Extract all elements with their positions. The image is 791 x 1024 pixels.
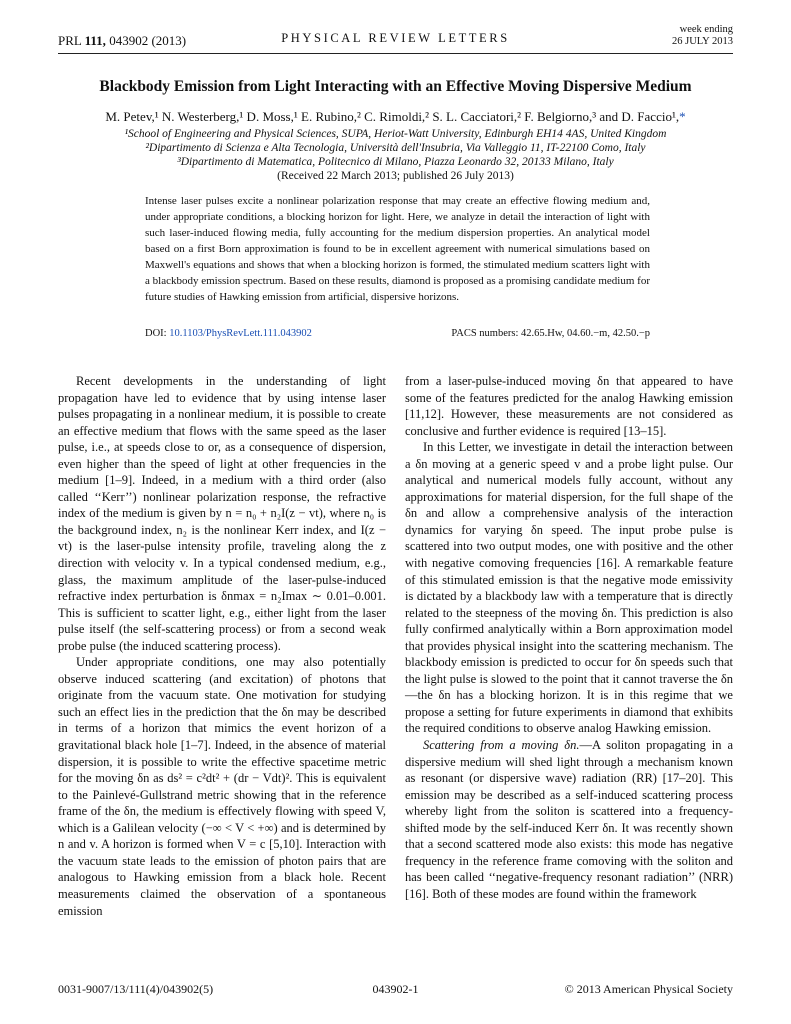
body-paragraph: Under appropriate conditions, one may also potentially observe induced scattering (and excitation) of photons that originate from the vacuum state. One motivation for studying such an effect lies in the prediction that the δn may be described in terms of a horizon that mimics the event horizon of a gravitational black hole [1–7]. Indeed, in the absence of material dispersion, it is possible to write the effective spacetime metric for the moving δn as ds² = c²dt² + (dr − Vdt)². This is equivalent to the Painlevé-Gullstrand metric showing that in the reference frame of the δn, the medium is effectively flowing with speed V, which is a Galilean velocity (−∞ < V < +∞) and is determined by n and v. A horizon is formed when V = c [5,10]. Interaction with the vacuum state leads to the emission of photon pairs that are analogous to Hawking emission from a black hole. Recent measurements claimed the observation of a spontaneous emission: [58, 655, 386, 918]
doi-link[interactable]: 10.1103/PhysRevLett.111.043902: [169, 328, 312, 339]
body-paragraph: Scattering from a moving δn.—A soliton propagating in a dispersive medium will shed light through a mechanism known as resonant (or dispersive wave) radiation (RR) [17–20]. This emission may be described as a self-induced scattering process whereby light from the soliton is scattered into a frequency-shifted mode by the self-induced Kerr δn. It was recently shown that a second scattered mode also exists: this mode has negative frequency in the reference frame comoving with the soliton and has been called ‘‘negative-frequency resonant radiation’’ (NRR) [16]. Both of these modes are found within the framework: [405, 738, 733, 901]
volume-number: 111,: [84, 33, 106, 48]
journal-name: PHYSICAL REVIEW LETTERS: [281, 31, 510, 45]
affiliations: [40, 127, 751, 183]
abstract: Intense laser pulses excite a nonlinear polarization response that may create an effective flowing medium and, under appropriate conditions, a blocking horizon for light. Here, we analyze in detail the interaction of light with such laser-induced flowing media, fully accounting for the medium dispersion properties. An analytical model based on a first Born approximation is found to be in excellent agreement with numerical simulations based on Maxwell's equations and shows that when a blocking horizon is formed, the stimulated medium scatters light with a blackbody emission spectrum. Based on these results, diamond is proposed as a promising candidate medium for future studies of Hawking emission from artificial, dispersive horizons.: [145, 195, 650, 303]
journal-citation: PRL 111, 043902 (2013): [58, 33, 187, 48]
article-code: 0031-9007/13/111(4)/043902(5): [58, 982, 214, 996]
affiliation-3: ³Dipartimento di Matematica, Politecnico di Milano, Piazza Leonardo 32, 20133 Milano, Italy: [177, 156, 614, 168]
pacs-numbers: PACS numbers: 42.65.Hw, 04.60.−m, 42.50.−p: [451, 328, 650, 339]
paper-title: Blackbody Emission from Light Interacting with an Effective Moving Dispersive Medium: [99, 78, 692, 95]
header-rule: [58, 53, 733, 54]
page-footer: [58, 982, 733, 998]
received-date: (Received 22 March 2013; published 26 July 2013): [277, 170, 514, 182]
running-header: [58, 22, 733, 50]
corresponding-author-link[interactable]: *: [679, 109, 686, 124]
author-list: M. Petev,¹ N. Westerberg,¹ D. Moss,¹ E. Rubino,² C. Rimoldi,² S. L. Cacciatori,² F. Belgiorno,³ and D. Faccio¹,*: [105, 109, 686, 124]
section-heading: Scattering from a moving δn.: [423, 738, 580, 753]
week-date: 26 JULY 2013: [672, 35, 733, 47]
page-number: 043902-1: [372, 982, 419, 996]
body-paragraph: In this Letter, we investigate in detail the interaction between a δn moving at a generic speed v and a probe light pulse. Our analytical and numerical models fully account, without any approximations for material dispersion, for the full shape of the δn and allow a comprehensive analysis of the interaction dynamics for varying δn speed. The input probe pulse is scattered into two output modes, one with positive and the other with negative comoving frequencies [16]. A remarkable feature of this stimulated emission is that the negative mode emissivity is dictated by a blackbody law with a temperature that is directly related to the steepness of the moving δn. This prediction is also fully confirmed analytically within a Born approximation model that provides physical insight into the scattering mechanism. The blackbody emission is predicted to occur for δn speeds such that the light pulse is slowed to the point that it cannot traverse the δn—the δn has a blocking horizon. It is in this regime that we propose a setting for future experiments in diamond that exhibits the required conditions to observe analog Hawking emission.: [405, 440, 733, 736]
copyright: © 2013 American Physical Society: [564, 982, 733, 996]
affiliation-2: ²Dipartimento di Scienza e Alta Tecnologia, Università dell'Insubria, Via Valleggio 11, IT-22100 Como, Italy: [145, 142, 646, 154]
week-label: week ending: [679, 24, 733, 35]
body-column-right: [405, 373, 733, 903]
doi-pacs-line: DOI: 10.1103/PhysRevLett.111.043902 PACS numbers: 42.65.Hw, 04.60.−m, 42.50.−p: [145, 328, 650, 339]
issue-date: [672, 24, 733, 47]
body-paragraph: Recent developments in the understanding of light propagation have led to evidence that by using intense laser pulses propagating in a nonlinear medium, it is possible to create an effective medium that flows with the same speed as the laser pulse, i.e., at speeds close to or, as a consequence of dispersion, even higher than the speed of light at other frequencies in the medium [1–9]. Indeed, in a medium with a third order (also called ‘‘Kerr’’) nonlinear polarization response, the refractive index of the medium is given by n = n₀ + n₂I(z − vt), where n₀ is the background index, n₂ is the nonlinear Kerr index, and I(z − vt) is the laser-pulse intensity profile, traveling along the z direction with velocity v. In a typical condensed medium, e.g., glass, the maximum amplitude of the laser-pulse-induced refractive index perturbation is δnmax = n₂Imax ∼ 0.01–0.001. This is sufficient to scatter light, e.g., either light from the laser pulse itself (the self-scattering process) or from a second weak probe pulse (the induced scattering process).: [58, 374, 386, 653]
affiliation-1: ¹School of Engineering and Physical Sciences, SUPA, Heriot-Watt University, Edinburgh EH14 4AS, United Kingdom: [124, 128, 667, 140]
body-paragraph: from a laser-pulse-induced moving δn that appeared to have some of the features predicted for the analog Hawking emission [11,12]. However, these measurements are not considered as conclusive and further evidence is required [13–15].: [405, 374, 733, 438]
body-column-left: [58, 373, 386, 919]
